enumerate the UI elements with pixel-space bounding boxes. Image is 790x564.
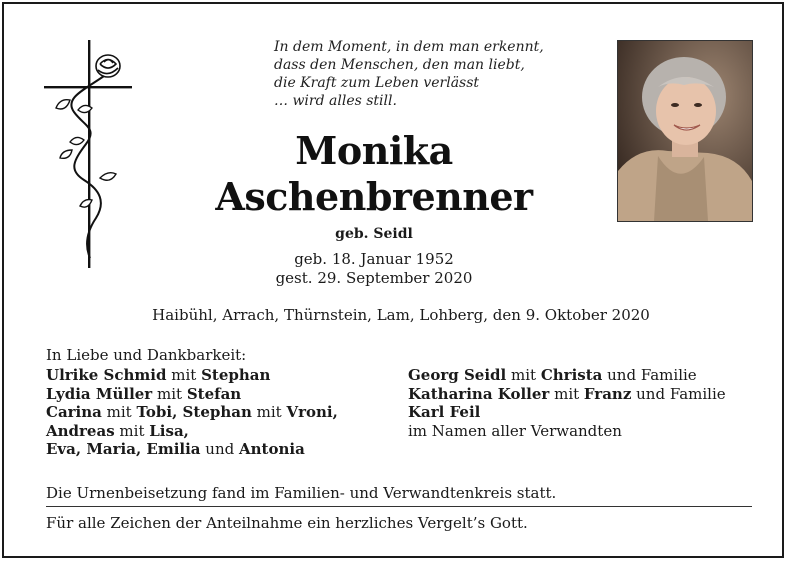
poem-line: In dem Moment, in dem man erkennt, <box>274 39 544 55</box>
mourners-intro: In Liebe und Dankbarkeit: <box>46 346 247 364</box>
mourner-name: Georg Seidl <box>408 366 507 384</box>
mourner-line <box>46 366 396 385</box>
cross-with-rose-icon <box>44 40 134 270</box>
poem-line: dass den Menschen, den man liebt, <box>274 57 525 73</box>
first-name: Monika <box>295 128 453 173</box>
poem <box>274 38 604 110</box>
divider <box>46 506 752 507</box>
mourner-connector: mit <box>166 366 202 384</box>
mourner-name: Andreas <box>46 421 115 440</box>
mourner-connector: und Familie <box>602 366 697 384</box>
mourner-name: Katharina Koller <box>408 384 550 403</box>
mourners-right-column <box>408 366 758 440</box>
mourner-name: Antonia <box>239 440 305 458</box>
mourner-connector: und Familie <box>631 384 726 403</box>
mourner-connector: mit <box>114 421 150 440</box>
mourner-line <box>408 366 758 385</box>
mourner-name: Carina <box>46 403 102 421</box>
mourners-left-column <box>46 366 396 459</box>
mourner-connector: mit <box>101 403 137 421</box>
mourner-connector: mit <box>251 403 287 421</box>
mourner-connector: im Namen aller Verwandten <box>408 421 622 440</box>
mourner-name: Lydia Müller <box>46 384 153 403</box>
mourner-name: Karl Feil <box>408 403 481 421</box>
maiden-name: geb. Seidl <box>335 226 413 242</box>
mourner-name: Eva, Maria, Emilia <box>46 440 201 458</box>
mourner-connector: mit <box>506 366 541 384</box>
portrait-photo <box>617 40 753 222</box>
mourner-name: Franz <box>583 384 632 403</box>
mourner-connector: und <box>200 440 239 458</box>
thanks-note: Für alle Zeichen der Anteilnahme ein herzliches Vergelt’s Gott. <box>46 514 528 532</box>
mourner-line <box>408 403 758 422</box>
birth-date: geb. 18. Januar 1952 <box>294 250 454 268</box>
mourner-connector: mit <box>549 384 584 403</box>
place-and-date: Haibühl, Arrach, Thürnstein, Lam, Lohberg, den 9. Oktober 2020 <box>152 306 650 324</box>
mourner-line <box>408 385 758 404</box>
last-name: Aschenbrenner <box>215 174 533 219</box>
life-dates <box>164 250 584 288</box>
mourner-name: Lisa, <box>149 421 189 440</box>
mourner-name: Stefan <box>186 384 242 403</box>
mourner-name: Tobi, Stephan <box>136 403 252 421</box>
burial-note: Die Urnenbeisetzung fand im Familien- und Verwandtenkreis statt. <box>46 484 557 502</box>
mourner-line <box>46 403 396 422</box>
death-date: gest. 29. September 2020 <box>275 269 473 287</box>
mourner-line <box>408 422 758 441</box>
poem-line: … wird alles still. <box>274 93 397 109</box>
poem-line: die Kraft zum Leben verlässt <box>274 75 480 91</box>
portrait-image <box>618 41 752 221</box>
mourner-name: Christa <box>540 366 603 384</box>
mourner-line <box>46 440 396 459</box>
mourner-name: Stephan <box>201 366 271 384</box>
deceased-name <box>164 128 584 220</box>
mourner-name: Ulrike Schmid <box>46 366 167 384</box>
mourner-connector: mit <box>152 384 187 403</box>
obituary-card <box>2 2 784 558</box>
mourner-line <box>46 422 396 441</box>
mourner-line <box>46 385 396 404</box>
mourner-name: Vroni, <box>286 403 338 421</box>
